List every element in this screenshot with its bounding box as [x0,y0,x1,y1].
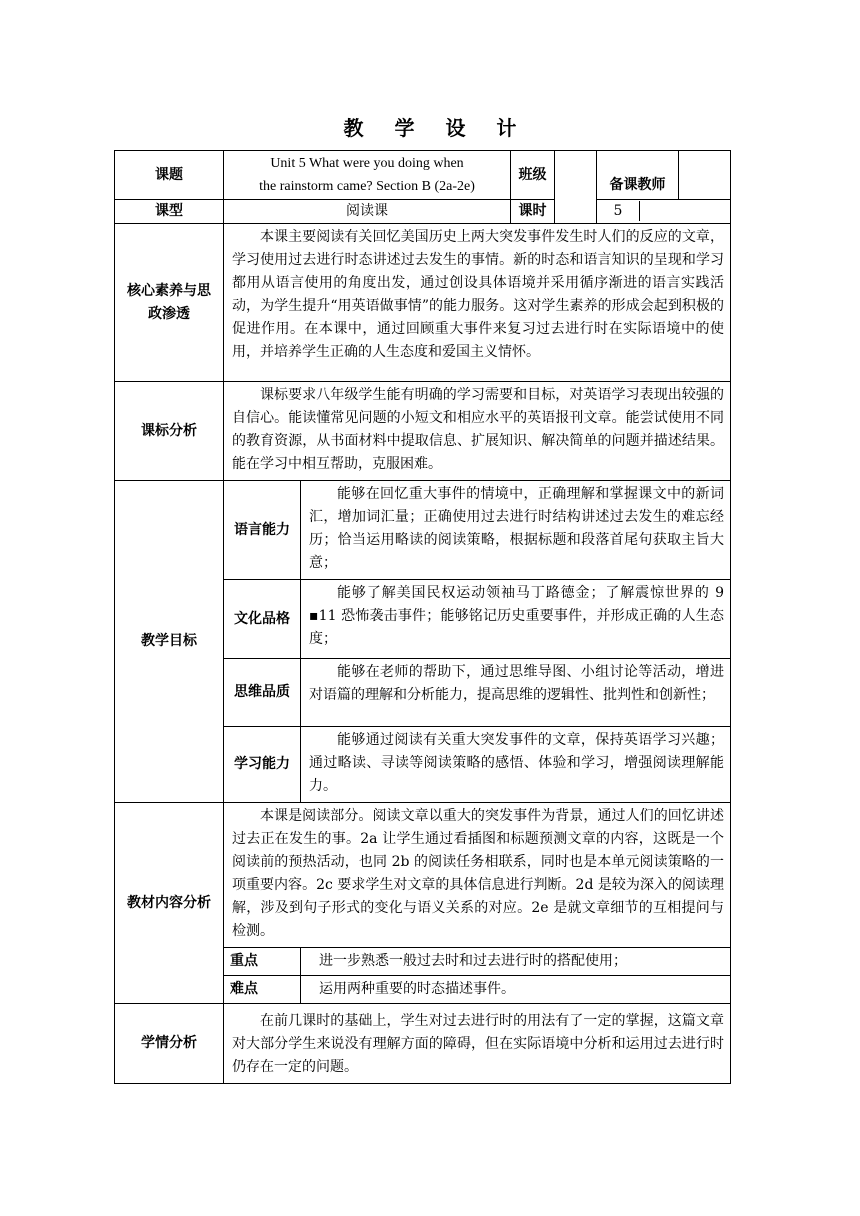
objective-label-culture: 文化品格 [224,580,301,659]
material-text: 本课是阅读部分。阅读文章以重大的突发事件为背景，通过人们的回忆讲述过去正在发生的事。2a 让学生通过看插图和标题预测文章的内容，这既是一个阅读前的预热活动，也同 2b 的阅读任务相联系，同时也是本单元阅读策略的一项重要内容。2c 要求学生对文章的具体信息进行判断。2d 是较为深入的阅读理解，涉及到句子形式的变化与语义关系的对应。2e 是就文章细节的互相提问与检测。 [224,803,731,948]
type-label: 课型 [115,200,224,224]
objective-label-language: 语言能力 [224,481,301,580]
core-label [115,224,224,382]
core-label-line-2: 政渗透 [148,305,190,322]
objective-text-culture: 能够了解美国民权运动领袖马丁路德金；了解震惊世界的 9 ▪11 恐怖袭击事件；能够铭记历史重要事件，并形成正确的人生态度； [301,580,731,659]
row-standards [115,382,731,481]
material-label: 教材内容分析 [115,803,224,1004]
type-value: 阅读课 [224,200,511,224]
objective-label-thinking: 思维品质 [224,659,301,727]
objective-text-thinking: 能够在老师的帮助下，通过思维导图、小组讨论等活动，增进对语篇的理解和分析能力，提高思维的逻辑性、批判性和创新性； [301,659,731,727]
topic-label: 课题 [115,151,224,200]
lesson-plan-table [114,150,731,1084]
objective-text-learning: 能够通过阅读有关重大突发事件的文章，保持英语学习兴趣；通过略读、寻读等阅读策略的感悟、体验和学习，增强阅读理解能力。 [301,727,731,803]
row-core [115,224,731,382]
standards-text: 课标要求八年级学生能有明确的学习需要和目标，对英语学习表现出较强的自信心。能读懂常见问题的小短文和相应水平的英语报刊文章。能尝试使用不同的教育资源，从书面材料中提取信息、扩展知识、解决简单的问题并描述结果。能在学习中相互帮助，克服困难。 [224,382,731,481]
document-title: 教 学 设 计 [343,116,529,140]
teacher-label: 备课教师 [597,151,679,200]
core-label-line-1: 核心素养与思 [127,282,211,299]
topic-value [224,151,511,200]
period-value [597,200,731,224]
objective-label-learning: 学习能力 [224,727,301,803]
students-label: 学情分析 [115,1004,224,1084]
difficulty-label: 难点 [224,976,301,1004]
students-text: 在前几课时的基础上，学生对过去进行时的用法有了一定的掌握，这篇文章对大部分学生来说没有理解方面的障碍，但在实际语境中分析和运用过去进行时仍存在一定的问题。 [224,1004,731,1084]
class-value [555,151,597,224]
objectives-label: 教学目标 [115,481,224,803]
row-students [115,1004,731,1084]
objective-text-language: 能够在回忆重大事件的情境中，正确理解和掌握课文中的新词汇，增加词汇量；正确使用过去进行时结构讲述过去发生的难忘经历；恰当运用略读的阅读策略，根据标题和段落首尾句获取主旨大意； [301,481,731,580]
key-point-text: 进一步熟悉一般过去时和过去进行时的搭配使用； [301,948,731,976]
key-point-label: 重点 [224,948,301,976]
topic-line-2: the rainstorm came? Section B (2a-2e) [259,179,475,194]
period-label: 课时 [511,200,555,224]
row-material [115,803,731,948]
core-text: 本课主要阅读有关回忆美国历史上两大突发事件发生时人们的反应的文章，学习使用过去进行时态讲述过去发生的事情。新的时态和语言知识的呈现和学习都用从语言使用的角度出发，通过创设具体语境并采用循序渐进的语言实践活动，为学生提升“用英语做事情”的能力服务。这对学生素养的形成会起到积极的促进作用。在本课中，通过回顾重大事件来复习过去进行时在实际语境中的使用，并培养学生正确的人生态度和爱国主义情怀。 [224,224,731,382]
period-number: 5 [597,201,640,221]
teacher-value [679,151,731,200]
objective-row-language [115,481,731,580]
row-type [115,200,731,224]
row-topic [115,151,731,200]
standards-label: 课标分析 [115,382,224,481]
difficulty-text: 运用两种重要的时态描述事件。 [301,976,731,1004]
class-label: 班级 [511,151,555,200]
topic-line-1: Unit 5 What were you doing when [270,156,464,171]
